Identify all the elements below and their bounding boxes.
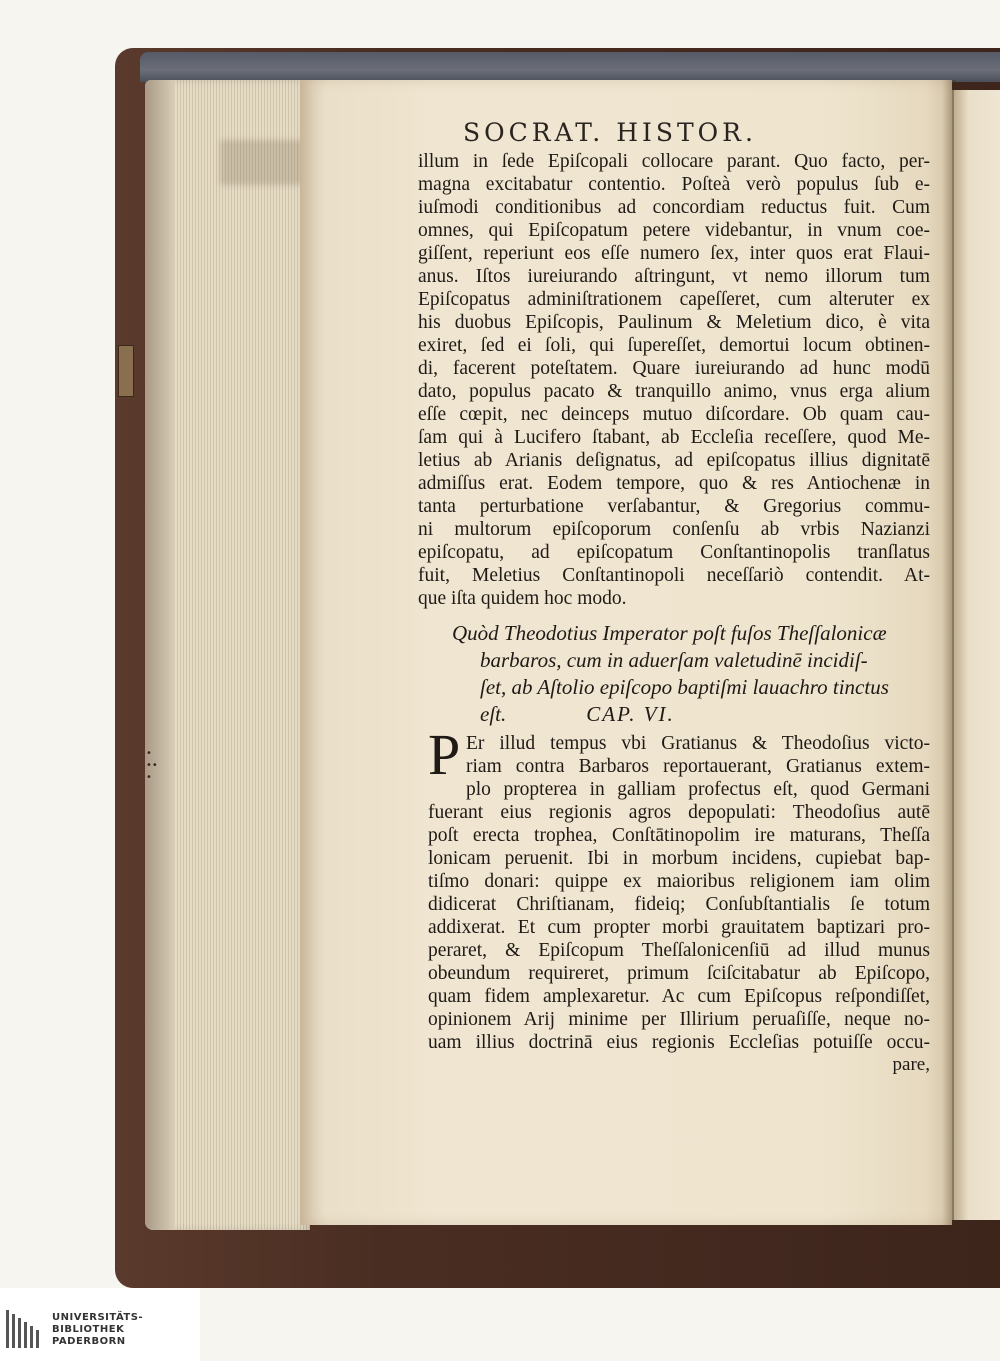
text-line: giſſent, reperiunt eos eſſe numero ſex, inter quos erat Flaui- bbox=[418, 243, 930, 264]
text-line: eſſe cœpit, nec deinceps mutuo diſcordare. Ob quam cau- bbox=[418, 404, 930, 425]
facing-page bbox=[952, 90, 1000, 1220]
library-logo-icon bbox=[6, 1310, 46, 1348]
text-line: quam fidem amplexaretur. Ac cum Epiſcopus reſpondiſſet, bbox=[428, 986, 930, 1007]
text-line: addixerat. Et cum propter morbi grauitatem baptizari pro- bbox=[428, 917, 930, 938]
catchword: pare, bbox=[892, 1054, 930, 1075]
text-line: exiret, ſed ei ſoli, qui ſupereſſet, demortui locum obtinen- bbox=[418, 335, 930, 356]
text-line: Epiſcopatus adminiſtrationem capeſſeret, cum alteruter ex bbox=[418, 289, 930, 310]
text-line: uam illius doctrinā eius regionis Eccleſias potuiſſe occu- bbox=[428, 1032, 930, 1053]
text-line: fuit, Meletius Conſtantinopoli neceſſariò contendit. At- bbox=[418, 565, 930, 586]
ribbon-dots: • •• • bbox=[146, 748, 158, 783]
text-line: magna excitabatur contentio. Poſteà verò populus ſub e- bbox=[418, 174, 930, 195]
text-line: didicerat Chriſtianam, fideiq; Conſubſtantialis ſe totum bbox=[428, 894, 930, 915]
text-line: que iſta quidem hoc modo. bbox=[418, 588, 627, 609]
heading-line: ſet, ab Aſtolio epiſcopo baptiſmi lauachro tinctus bbox=[480, 675, 889, 699]
library-logo-line: UNIVERSITÄTS- bbox=[52, 1312, 144, 1323]
running-head: SOCRAT. HISTOR. bbox=[463, 118, 757, 147]
text-line: poſt erecta trophea, Conſtātinopolim ire maturans, Theſſa bbox=[428, 825, 930, 846]
text-line: tanta perturbatione verſabantur, & Gregorius commu- bbox=[418, 496, 930, 517]
text-line: iuſmodi conditionibus ad concordiam reductus fuit. Cum bbox=[418, 197, 930, 218]
text-line: opinionem Arij minime per Illirium peruaſiſſe, neque no- bbox=[428, 1009, 930, 1030]
text-line: illum in ſede Epiſcopali collocare parant. Quo facto, per- bbox=[418, 151, 930, 172]
text-line: lonicam peruenit. Ibi in morbum incidens, cupiebat bap- bbox=[428, 848, 930, 869]
library-logo bbox=[0, 1288, 200, 1361]
chapter-number: CAP. VI. bbox=[586, 702, 675, 726]
chapter6-text bbox=[428, 732, 930, 1054]
text-line: omnes, qui Epiſcopatum petere videbantur, in vnum coe- bbox=[418, 220, 930, 241]
page-block-outer bbox=[145, 80, 175, 1230]
text-line: obeundum requireret, primum ſciſcitabatur ab Epiſcopo, bbox=[428, 963, 930, 984]
chapter5-text bbox=[418, 150, 930, 610]
library-logo-line: BIBLIOTHEK bbox=[52, 1324, 125, 1335]
text-line: fuerant eius regionis agros depopulati: Theodoſius autē bbox=[428, 802, 930, 823]
text-line: epiſcopatu, ad epiſcopatum Conſtantinopolis tranſlatus bbox=[418, 542, 930, 563]
heading-line: Quòd Theodotius Imperator poſt fuſos Theſſalonicæ bbox=[452, 621, 887, 645]
text-line: dato, populus pacato & tranquillo animo, vnus erga alium bbox=[418, 381, 930, 402]
library-logo-line: PADERBORN bbox=[52, 1336, 126, 1347]
text-line: admiſſus erat. Eodem tempore, quo & res Antiochenæ in bbox=[418, 473, 930, 494]
ink-offset-mark bbox=[220, 140, 310, 185]
text-line: ni multorum epiſcoporum conſenſu ab vrbis Nazianzi bbox=[418, 519, 930, 540]
text-line: anus. Iſtos iureiurando aſtringunt, vt nemo illorum tum bbox=[418, 266, 930, 287]
library-logo-text bbox=[52, 1312, 143, 1348]
text-line: letius ab Arianis deſignatus, ad epiſcopatus illius dignitatē bbox=[418, 450, 930, 471]
heading-line-last bbox=[452, 701, 922, 728]
text-line: di, facerent poteſtatem. Quare iureiurando ad hunc modū bbox=[418, 358, 930, 379]
text-line: peraret, & Epiſcopum Theſſalonicenſiū ad illud munus bbox=[428, 940, 930, 961]
text-line: his duobus Epiſcopis, Paulinum & Meletium dico, è vita bbox=[418, 312, 930, 333]
cover-top-edge bbox=[140, 52, 1000, 82]
text-line: plo propterea in galliam profectus eſt, quod Germani bbox=[466, 779, 930, 800]
text-line: tiſmo donari: quippe ex maioribus religionem iam olim bbox=[428, 871, 930, 892]
text-line: Er illud tempus vbi Gratianus & Theodoſius victo- bbox=[466, 733, 930, 754]
heading-line: barbaros, cum in aduerſam valetudinē incidiſ- bbox=[480, 648, 868, 672]
heading-line: eſt. bbox=[480, 702, 507, 726]
clasp-mark bbox=[118, 345, 134, 397]
text-line: ſam qui à Lucifero ſtabant, ab Eccleſia receſſere, quod Me- bbox=[418, 427, 930, 448]
text-line: riam contra Barbaros reportauerant, Gratianus extem- bbox=[466, 756, 930, 777]
drop-cap: P bbox=[428, 722, 461, 787]
chapter-heading bbox=[452, 620, 922, 728]
